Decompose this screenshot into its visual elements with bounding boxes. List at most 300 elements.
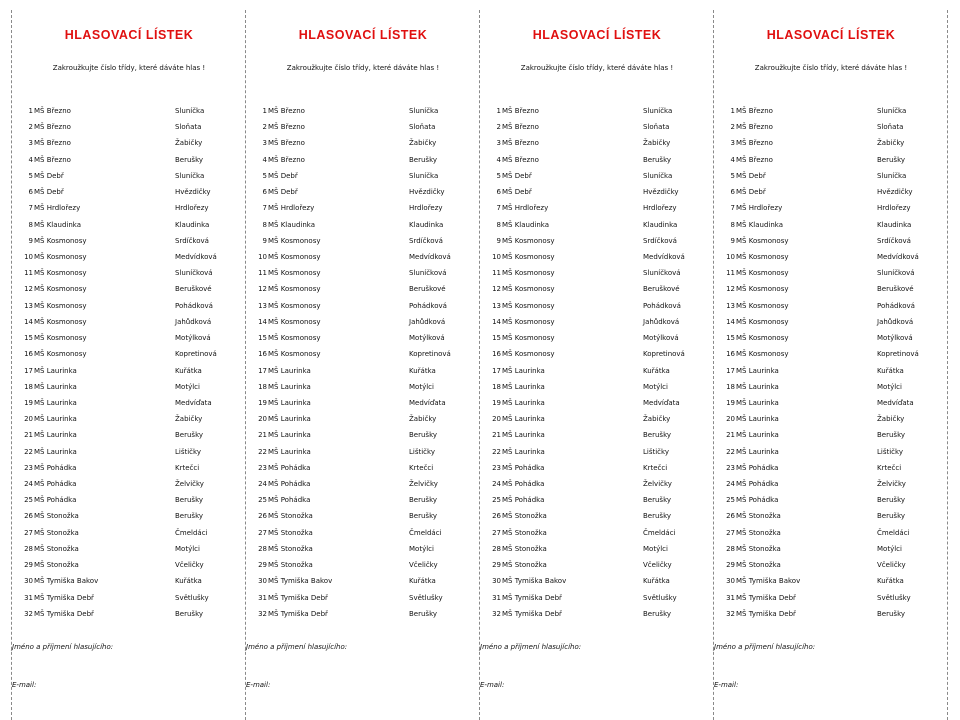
class-number[interactable]: 27 bbox=[726, 528, 735, 537]
list-item[interactable] bbox=[480, 557, 714, 573]
school-name: MŠ Laurinka bbox=[268, 398, 311, 407]
class-number[interactable]: 30 bbox=[726, 577, 735, 586]
class-number[interactable]: 28 bbox=[258, 544, 267, 553]
class-number[interactable]: 18 bbox=[726, 382, 735, 391]
class-number[interactable]: 18 bbox=[492, 382, 501, 391]
class-number[interactable]: 10 bbox=[24, 252, 33, 261]
class-name: Sloňata bbox=[175, 123, 202, 132]
list-item[interactable] bbox=[480, 217, 714, 233]
list-item[interactable] bbox=[246, 314, 480, 330]
list-item[interactable] bbox=[12, 168, 246, 184]
list-item[interactable] bbox=[12, 427, 246, 443]
class-number[interactable]: 22 bbox=[24, 447, 33, 456]
list-item[interactable] bbox=[12, 508, 246, 524]
class-number[interactable]: 1 bbox=[28, 107, 33, 115]
class-number[interactable]: 3 bbox=[28, 139, 33, 148]
class-number[interactable]: 2 bbox=[730, 123, 735, 132]
list-item[interactable] bbox=[246, 590, 480, 606]
list-item[interactable] bbox=[246, 119, 480, 135]
list-item[interactable] bbox=[714, 314, 948, 330]
list-item[interactable] bbox=[12, 346, 246, 362]
list-item[interactable] bbox=[480, 476, 714, 492]
class-number[interactable]: 22 bbox=[258, 447, 267, 456]
list-item[interactable] bbox=[714, 233, 948, 249]
class-number[interactable]: 12 bbox=[726, 285, 735, 294]
class-number[interactable]: 2 bbox=[28, 123, 33, 132]
school-name: MŠ Březno bbox=[34, 107, 71, 115]
list-item[interactable] bbox=[480, 200, 714, 216]
list-item[interactable] bbox=[480, 427, 714, 443]
class-number[interactable]: 6 bbox=[262, 188, 267, 197]
list-item[interactable] bbox=[480, 314, 714, 330]
list-item[interactable] bbox=[480, 573, 714, 589]
class-number[interactable]: 17 bbox=[726, 366, 735, 375]
list-item[interactable] bbox=[246, 135, 480, 151]
list-item[interactable] bbox=[714, 492, 948, 508]
class-number[interactable]: 14 bbox=[258, 317, 267, 326]
class-number[interactable]: 7 bbox=[496, 204, 501, 213]
school-name: MŠ Tymiška Bakov bbox=[268, 577, 333, 586]
class-number[interactable]: 15 bbox=[492, 334, 501, 343]
class-number[interactable]: 3 bbox=[262, 139, 267, 148]
class-number[interactable]: 5 bbox=[28, 171, 33, 180]
list-item[interactable] bbox=[480, 119, 714, 135]
list-item[interactable] bbox=[480, 298, 714, 314]
class-number[interactable]: 7 bbox=[730, 204, 735, 213]
class-number[interactable]: 24 bbox=[24, 480, 33, 489]
list-item[interactable] bbox=[12, 573, 246, 589]
class-name: Hrdlořezy bbox=[877, 204, 911, 213]
class-number[interactable]: 15 bbox=[726, 334, 735, 343]
class-number[interactable]: 20 bbox=[492, 415, 501, 424]
class-number[interactable]: 10 bbox=[492, 252, 501, 261]
list-item[interactable] bbox=[480, 411, 714, 427]
class-number[interactable]: 4 bbox=[496, 155, 501, 164]
list-item[interactable] bbox=[12, 411, 246, 427]
list-item[interactable] bbox=[714, 346, 948, 362]
list-item[interactable] bbox=[480, 233, 714, 249]
list-item[interactable] bbox=[246, 184, 480, 200]
list-item[interactable] bbox=[246, 492, 480, 508]
list-item[interactable] bbox=[246, 541, 480, 557]
class-number[interactable]: 20 bbox=[726, 415, 735, 424]
list-item[interactable] bbox=[12, 460, 246, 476]
list-item[interactable] bbox=[12, 330, 246, 346]
list-item[interactable] bbox=[12, 135, 246, 151]
list-item[interactable] bbox=[12, 281, 246, 297]
school-name: MŠ Pohádka bbox=[502, 463, 545, 472]
list-item[interactable] bbox=[714, 119, 948, 135]
voter-name-label: Jméno a příjmení hlasujícího: bbox=[714, 643, 816, 651]
list-item[interactable] bbox=[480, 525, 714, 541]
class-number[interactable]: 19 bbox=[726, 398, 735, 407]
class-name: Hrdlořezy bbox=[643, 204, 677, 213]
class-number[interactable]: 8 bbox=[262, 220, 267, 229]
class-number[interactable]: 19 bbox=[24, 398, 33, 407]
list-item[interactable] bbox=[246, 346, 480, 362]
class-number[interactable]: 24 bbox=[258, 480, 267, 489]
class-number[interactable]: 16 bbox=[726, 350, 735, 359]
ballot-instruction: Zakroužkujte číslo třídy, které dáváte hlas ! bbox=[286, 64, 440, 72]
list-item[interactable] bbox=[246, 557, 480, 573]
list-item[interactable] bbox=[480, 152, 714, 168]
class-number[interactable]: 26 bbox=[492, 512, 501, 521]
list-item[interactable] bbox=[480, 168, 714, 184]
class-number[interactable]: 16 bbox=[492, 350, 501, 359]
list-item[interactable] bbox=[480, 508, 714, 524]
class-number[interactable]: 30 bbox=[258, 577, 267, 586]
list-item[interactable] bbox=[714, 298, 948, 314]
class-number[interactable]: 12 bbox=[492, 285, 501, 294]
list-item[interactable] bbox=[714, 281, 948, 297]
list-item[interactable] bbox=[714, 200, 948, 216]
list-item[interactable] bbox=[480, 281, 714, 297]
list-item[interactable] bbox=[480, 249, 714, 265]
list-item[interactable] bbox=[480, 135, 714, 151]
list-item[interactable] bbox=[246, 217, 480, 233]
class-number[interactable]: 12 bbox=[258, 285, 267, 294]
class-number[interactable]: 10 bbox=[258, 252, 267, 261]
list-item[interactable] bbox=[246, 168, 480, 184]
class-name: Medvídková bbox=[175, 252, 217, 261]
school-name: MŠ Stonožka bbox=[34, 512, 79, 521]
list-item[interactable] bbox=[714, 103, 948, 119]
class-name: Beruškové bbox=[409, 285, 446, 294]
class-number[interactable]: 32 bbox=[492, 609, 501, 618]
class-number[interactable]: 30 bbox=[24, 577, 33, 586]
list-item[interactable] bbox=[714, 476, 948, 492]
list-item[interactable] bbox=[246, 298, 480, 314]
class-number[interactable]: 1 bbox=[730, 107, 735, 115]
list-item[interactable] bbox=[480, 395, 714, 411]
list-item[interactable] bbox=[246, 606, 480, 622]
list-item[interactable] bbox=[480, 363, 714, 379]
list-item[interactable] bbox=[714, 152, 948, 168]
school-name: MŠ Hrdlořezy bbox=[502, 204, 549, 213]
list-item[interactable] bbox=[12, 395, 246, 411]
class-number[interactable]: 29 bbox=[24, 561, 33, 570]
class-number[interactable]: 5 bbox=[262, 171, 267, 180]
class-number[interactable]: 9 bbox=[262, 236, 267, 245]
list-item[interactable] bbox=[12, 184, 246, 200]
list-item[interactable] bbox=[480, 379, 714, 395]
list-item[interactable] bbox=[246, 363, 480, 379]
class-name: Sluníčka bbox=[175, 107, 205, 115]
class-name: Sluníčková bbox=[409, 269, 447, 278]
class-number[interactable]: 6 bbox=[28, 188, 33, 197]
list-item[interactable] bbox=[12, 200, 246, 216]
school-name: MŠ Pohádka bbox=[736, 496, 779, 505]
class-number[interactable]: 31 bbox=[24, 593, 33, 602]
school-name: MŠ Stonožka bbox=[736, 561, 781, 570]
list-item[interactable] bbox=[714, 363, 948, 379]
list-item[interactable] bbox=[714, 427, 948, 443]
class-number[interactable]: 8 bbox=[730, 220, 735, 229]
school-name: MŠ Tymiška Debř bbox=[34, 593, 94, 602]
class-number[interactable]: 26 bbox=[726, 512, 735, 521]
list-item[interactable] bbox=[714, 508, 948, 524]
class-number[interactable]: 22 bbox=[492, 447, 501, 456]
class-number[interactable]: 18 bbox=[258, 382, 267, 391]
class-name: Lištičky bbox=[175, 447, 201, 456]
list-item[interactable] bbox=[480, 590, 714, 606]
list-item[interactable] bbox=[246, 103, 480, 119]
list-item[interactable] bbox=[12, 541, 246, 557]
class-number[interactable]: 19 bbox=[258, 398, 267, 407]
class-number[interactable]: 27 bbox=[24, 528, 33, 537]
class-number[interactable]: 11 bbox=[726, 269, 735, 278]
class-number[interactable]: 17 bbox=[258, 366, 267, 375]
class-number[interactable]: 1 bbox=[496, 107, 501, 115]
list-item[interactable] bbox=[12, 525, 246, 541]
list-item[interactable] bbox=[246, 249, 480, 265]
list-item[interactable] bbox=[246, 444, 480, 460]
list-item[interactable] bbox=[480, 492, 714, 508]
school-name: MŠ Březno bbox=[502, 139, 539, 148]
class-number[interactable]: 4 bbox=[28, 155, 33, 164]
class-number[interactable]: 2 bbox=[496, 123, 501, 132]
list-item[interactable] bbox=[246, 525, 480, 541]
class-number[interactable]: 28 bbox=[726, 544, 735, 553]
class-number[interactable]: 16 bbox=[24, 350, 33, 359]
list-item[interactable] bbox=[12, 557, 246, 573]
list-item[interactable] bbox=[480, 265, 714, 281]
list-item[interactable] bbox=[714, 184, 948, 200]
class-number[interactable]: 32 bbox=[726, 609, 735, 618]
list-item[interactable] bbox=[246, 508, 480, 524]
school-name: MŠ Stonožka bbox=[34, 561, 79, 570]
list-item[interactable] bbox=[714, 557, 948, 573]
class-name: Motýlci bbox=[877, 544, 902, 553]
class-number[interactable]: 4 bbox=[262, 155, 267, 164]
class-number[interactable]: 23 bbox=[726, 463, 735, 472]
list-item[interactable] bbox=[714, 460, 948, 476]
class-number[interactable]: 6 bbox=[496, 188, 501, 197]
list-item[interactable] bbox=[714, 411, 948, 427]
class-number[interactable]: 1 bbox=[262, 107, 267, 115]
class-number[interactable]: 14 bbox=[726, 317, 735, 326]
class-name: Kuřátka bbox=[643, 577, 670, 586]
list-item[interactable] bbox=[12, 103, 246, 119]
class-number[interactable]: 8 bbox=[496, 220, 501, 229]
list-item[interactable] bbox=[714, 573, 948, 589]
list-item[interactable] bbox=[12, 606, 246, 622]
class-number[interactable]: 22 bbox=[726, 447, 735, 456]
class-name: Sluníčka bbox=[175, 171, 205, 180]
list-item[interactable] bbox=[12, 590, 246, 606]
list-item[interactable] bbox=[714, 379, 948, 395]
class-number[interactable]: 13 bbox=[492, 301, 501, 310]
class-number[interactable]: 32 bbox=[258, 609, 267, 618]
list-item[interactable] bbox=[246, 460, 480, 476]
class-number[interactable]: 31 bbox=[258, 593, 267, 602]
class-number[interactable]: 5 bbox=[730, 171, 735, 180]
list-item[interactable] bbox=[480, 460, 714, 476]
school-name: MŠ Pohádka bbox=[268, 480, 311, 489]
list-item[interactable] bbox=[480, 184, 714, 200]
class-number[interactable]: 12 bbox=[24, 285, 33, 294]
class-number[interactable]: 24 bbox=[726, 480, 735, 489]
list-item[interactable] bbox=[714, 541, 948, 557]
list-item[interactable] bbox=[12, 249, 246, 265]
class-name: Motýlci bbox=[877, 382, 902, 391]
class-number[interactable]: 24 bbox=[492, 480, 501, 489]
class-number[interactable]: 18 bbox=[24, 382, 33, 391]
class-number[interactable]: 14 bbox=[492, 317, 501, 326]
class-number[interactable]: 23 bbox=[258, 463, 267, 472]
class-number[interactable]: 27 bbox=[492, 528, 501, 537]
class-number[interactable]: 29 bbox=[258, 561, 267, 570]
list-item[interactable] bbox=[714, 217, 948, 233]
class-number[interactable]: 13 bbox=[258, 301, 267, 310]
class-number[interactable]: 27 bbox=[258, 528, 267, 537]
list-item[interactable] bbox=[12, 233, 246, 249]
list-item[interactable] bbox=[246, 395, 480, 411]
class-number[interactable]: 15 bbox=[258, 334, 267, 343]
school-name: MŠ Kosmonosy bbox=[268, 269, 321, 278]
class-number[interactable]: 3 bbox=[496, 139, 501, 148]
list-item[interactable] bbox=[714, 395, 948, 411]
class-number[interactable]: 29 bbox=[726, 561, 735, 570]
list-item[interactable] bbox=[12, 152, 246, 168]
class-number[interactable]: 28 bbox=[492, 544, 501, 553]
list-item[interactable] bbox=[246, 427, 480, 443]
class-number[interactable]: 7 bbox=[28, 204, 33, 213]
class-number[interactable]: 31 bbox=[726, 593, 735, 602]
class-number[interactable]: 10 bbox=[726, 252, 735, 261]
list-item[interactable] bbox=[714, 525, 948, 541]
class-number[interactable]: 26 bbox=[258, 512, 267, 521]
list-item[interactable] bbox=[12, 444, 246, 460]
class-number[interactable]: 13 bbox=[24, 301, 33, 310]
class-name: Motýlci bbox=[409, 382, 434, 391]
school-name: MŠ Kosmonosy bbox=[34, 350, 87, 359]
class-number[interactable]: 17 bbox=[492, 366, 501, 375]
list-item[interactable] bbox=[480, 330, 714, 346]
list-item[interactable] bbox=[12, 314, 246, 330]
school-name: MŠ Březno bbox=[268, 155, 305, 164]
class-number[interactable]: 5 bbox=[496, 171, 501, 180]
list-item[interactable] bbox=[714, 590, 948, 606]
class-number[interactable]: 11 bbox=[492, 269, 501, 278]
list-item[interactable] bbox=[714, 330, 948, 346]
school-name: MŠ Stonožka bbox=[268, 512, 313, 521]
class-number[interactable]: 2 bbox=[262, 123, 267, 132]
list-item[interactable] bbox=[246, 281, 480, 297]
class-number[interactable]: 23 bbox=[24, 463, 33, 472]
list-item[interactable] bbox=[12, 298, 246, 314]
list-item[interactable] bbox=[714, 135, 948, 151]
class-number[interactable]: 21 bbox=[492, 431, 501, 440]
list-item[interactable] bbox=[246, 233, 480, 249]
class-number[interactable]: 8 bbox=[28, 220, 33, 229]
class-number[interactable]: 30 bbox=[492, 577, 501, 586]
class-number[interactable]: 11 bbox=[24, 269, 33, 278]
list-item[interactable] bbox=[246, 476, 480, 492]
list-item[interactable] bbox=[480, 541, 714, 557]
class-number[interactable]: 25 bbox=[492, 496, 501, 505]
list-item[interactable] bbox=[714, 168, 948, 184]
class-name: Motýlci bbox=[643, 544, 668, 553]
class-number[interactable]: 13 bbox=[726, 301, 735, 310]
class-number[interactable]: 4 bbox=[730, 155, 735, 164]
class-number[interactable]: 29 bbox=[492, 561, 501, 570]
class-number[interactable]: 28 bbox=[24, 544, 33, 553]
class-number[interactable]: 14 bbox=[24, 317, 33, 326]
list-item[interactable] bbox=[12, 119, 246, 135]
class-number[interactable]: 26 bbox=[24, 512, 33, 521]
class-number[interactable]: 31 bbox=[492, 593, 501, 602]
class-number[interactable]: 3 bbox=[730, 139, 735, 148]
class-number[interactable]: 16 bbox=[258, 350, 267, 359]
school-name: MŠ Klaudinka bbox=[34, 220, 82, 229]
list-item[interactable] bbox=[246, 379, 480, 395]
class-number[interactable]: 25 bbox=[258, 496, 267, 505]
class-number[interactable]: 9 bbox=[496, 236, 501, 245]
list-item[interactable] bbox=[246, 265, 480, 281]
list-item[interactable] bbox=[246, 573, 480, 589]
list-item[interactable] bbox=[12, 492, 246, 508]
class-number[interactable]: 23 bbox=[492, 463, 501, 472]
class-number[interactable]: 19 bbox=[492, 398, 501, 407]
list-item[interactable] bbox=[714, 444, 948, 460]
list-item[interactable] bbox=[12, 379, 246, 395]
list-item[interactable] bbox=[246, 200, 480, 216]
class-number[interactable]: 6 bbox=[730, 188, 735, 197]
list-item[interactable] bbox=[12, 363, 246, 379]
class-number[interactable]: 21 bbox=[24, 431, 33, 440]
class-name: Sloňata bbox=[643, 123, 670, 132]
class-number[interactable]: 15 bbox=[24, 334, 33, 343]
school-name: MŠ Kosmonosy bbox=[736, 236, 789, 245]
list-item[interactable] bbox=[714, 249, 948, 265]
class-name: Sluníčka bbox=[409, 171, 439, 180]
list-item[interactable] bbox=[480, 606, 714, 622]
class-name: Berušky bbox=[175, 431, 204, 440]
class-number[interactable]: 7 bbox=[262, 204, 267, 213]
list-item[interactable] bbox=[714, 265, 948, 281]
school-name: MŠ Debř bbox=[502, 188, 532, 197]
class-name: Medvíďata bbox=[175, 398, 212, 407]
school-name: MŠ Kosmonosy bbox=[502, 252, 555, 261]
list-item[interactable] bbox=[12, 265, 246, 281]
class-number[interactable]: 32 bbox=[24, 609, 33, 618]
class-number[interactable]: 9 bbox=[28, 236, 33, 245]
class-number[interactable]: 9 bbox=[730, 236, 735, 245]
class-number[interactable]: 25 bbox=[24, 496, 33, 505]
class-name: Berušky bbox=[409, 609, 438, 618]
class-number[interactable]: 21 bbox=[726, 431, 735, 440]
school-name: MŠ Kosmonosy bbox=[502, 236, 555, 245]
list-item[interactable] bbox=[480, 444, 714, 460]
list-item[interactable] bbox=[246, 411, 480, 427]
class-number[interactable]: 20 bbox=[258, 415, 267, 424]
list-item[interactable] bbox=[12, 476, 246, 492]
list-item[interactable] bbox=[714, 606, 948, 622]
list-item[interactable] bbox=[480, 103, 714, 119]
list-item[interactable] bbox=[246, 330, 480, 346]
class-number[interactable]: 25 bbox=[726, 496, 735, 505]
class-number[interactable]: 11 bbox=[258, 269, 267, 278]
class-name: Beruškové bbox=[643, 285, 680, 294]
list-item[interactable] bbox=[480, 346, 714, 362]
list-item[interactable] bbox=[12, 217, 246, 233]
class-number[interactable]: 21 bbox=[258, 431, 267, 440]
class-number[interactable]: 17 bbox=[24, 366, 33, 375]
class-number[interactable]: 20 bbox=[24, 415, 33, 424]
list-item[interactable] bbox=[246, 152, 480, 168]
ballot-title: HLASOVACÍ LÍSTEK bbox=[298, 28, 428, 42]
